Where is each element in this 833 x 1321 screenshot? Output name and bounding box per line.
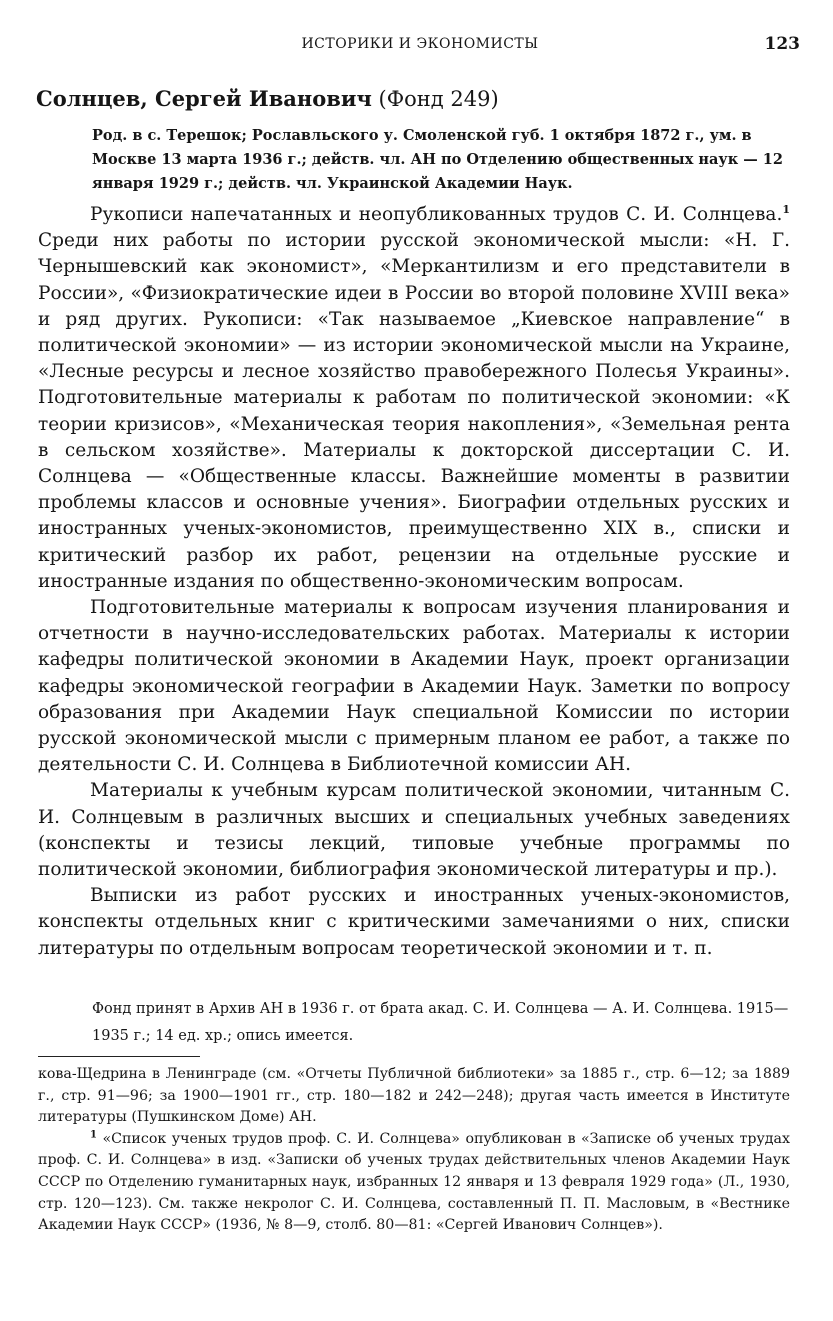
page-number: 123 <box>764 34 800 54</box>
body-paragraph-2: Подготовительные материалы к вопросам изучения планирования и отчетности в научно-исследовательских работах. Материалы к истории кафедры политической экономии в Академии Наук, проект организации кафедры экономической географии в Академии Наук. Заметки по вопросу образования при Академии Наук специальной Комиссии по истории русской экономической мысли с примерным планом ее работ, а также по деятельности С. И. Солнцева в Библиотечной комиссии АН. <box>38 597 790 776</box>
running-title: ИСТОРИКИ И ЭКОНОМИСТЫ <box>301 36 539 52</box>
body-paragraph-3: Материалы к учебным курсам политической экономии, читанным С. И. Солнцевым в различных высших и специальных учебных заведениях (конспекты и тезисы лекций, типовые учебные программы по политической экономии, библиография экономической литературы и пр.). <box>38 780 790 881</box>
entry-fond: (Фонд 249) <box>378 87 499 111</box>
body-paragraph-4: Выписки из работ русских и иностранных ученых-экономистов, конспекты отдельных книг с критическими замечаниями о них, списки литературы по отдельным вопросам теоретической экономии и т. п. <box>38 885 790 959</box>
footnotes <box>38 1064 790 1237</box>
body-paragraph-1-start: Рукописи напечатанных и неопубликованных трудов С. И. Солнцева. <box>90 204 783 225</box>
footnote-1-text: «Список ученых трудов проф. С. И. Солнцева» опубликован в «Записке об ученых трудах проф. С. И. Солнцева» в изд. «Записки об ученых трудах действительных членов Академии Наук СССР по Отделению гуманитарных наук, избранных 12 января и 13 февраля 1929 года» (Л., 1930, стр. 120—123). См. также некролог С. И. Солнцева, составленный П. П. Масловым, в «Вестнике Академии Наук СССР» (1936, № 8—9, столб. 80—81: «Сергей Иванович Солнцев»). <box>38 1130 790 1234</box>
footnote-continued: кова-Щедрина в Ленинграде (см. «Отчеты Публичной библиотеки» за 1885 г., стр. 6—12; за 1889 г., стр. 91—96; за 1900—1901 гг., стр. 180—182 и 242—248); другая часть имеется в Институте литературы (Пушкинском Доме) АН. <box>38 1066 790 1126</box>
entry-body <box>38 202 790 962</box>
entry-name: Солнцев, Сергей Иванович <box>36 86 372 111</box>
entry-bio: Род. в с. Терешок; Рославльского у. Смоленской губ. 1 октября 1872 г., ум. в Москве 13 марта 1936 г.; действ. чл. АН по Отделению общественных наук — 12 января 1929 г.; действ. чл. Украинской Академии Наук. <box>92 127 783 192</box>
page-header <box>40 34 800 58</box>
entry-title <box>36 86 796 111</box>
body-paragraph-1 <box>38 202 790 595</box>
footnote-reference: 1 <box>782 202 790 216</box>
footnote-divider <box>38 1056 200 1057</box>
footnote-1 <box>38 1129 790 1237</box>
body-paragraph-1-rest: Среди них работы по истории русской экономической мысли: «Н. Г. Чернышевский как экономист», «Меркантилизм и его представители в России», «Физиократические идеи в России во второй половине XVIII века» и ряд других. Рукописи: «Так называемое „Киевское направление“ в политической экономии» — из истории экономической мысли на Украине, «Лесные ресурсы и лесное хозяйство правобережного Полесья Украины». Подготовительные материалы к работам по политической экономии: «К теории кризисов», «Механическая теория накопления», «Земельная рента в сельском хозяйстве». Материалы к докторской диссертации С. И. Солнцева — «Общественные классы. Важнейшие моменты в развитии проблемы классов и основные учения». Биографии отдельных русских и иностранных ученых-экономистов, преимущественно XIX в., списки и критический разбор их работ, рецензии на отдельные русские и иностранные издания по общественно-экономическим вопросам. <box>38 230 790 592</box>
footnote-1-mark: 1 <box>90 1129 97 1141</box>
fond-note: Фонд принят в Архив АН в 1936 г. от брата акад. С. И. Солнцева — А. И. Солнцева. 1915—1935 г.; 14 ед. хр.; опись имеется. <box>92 1001 789 1044</box>
